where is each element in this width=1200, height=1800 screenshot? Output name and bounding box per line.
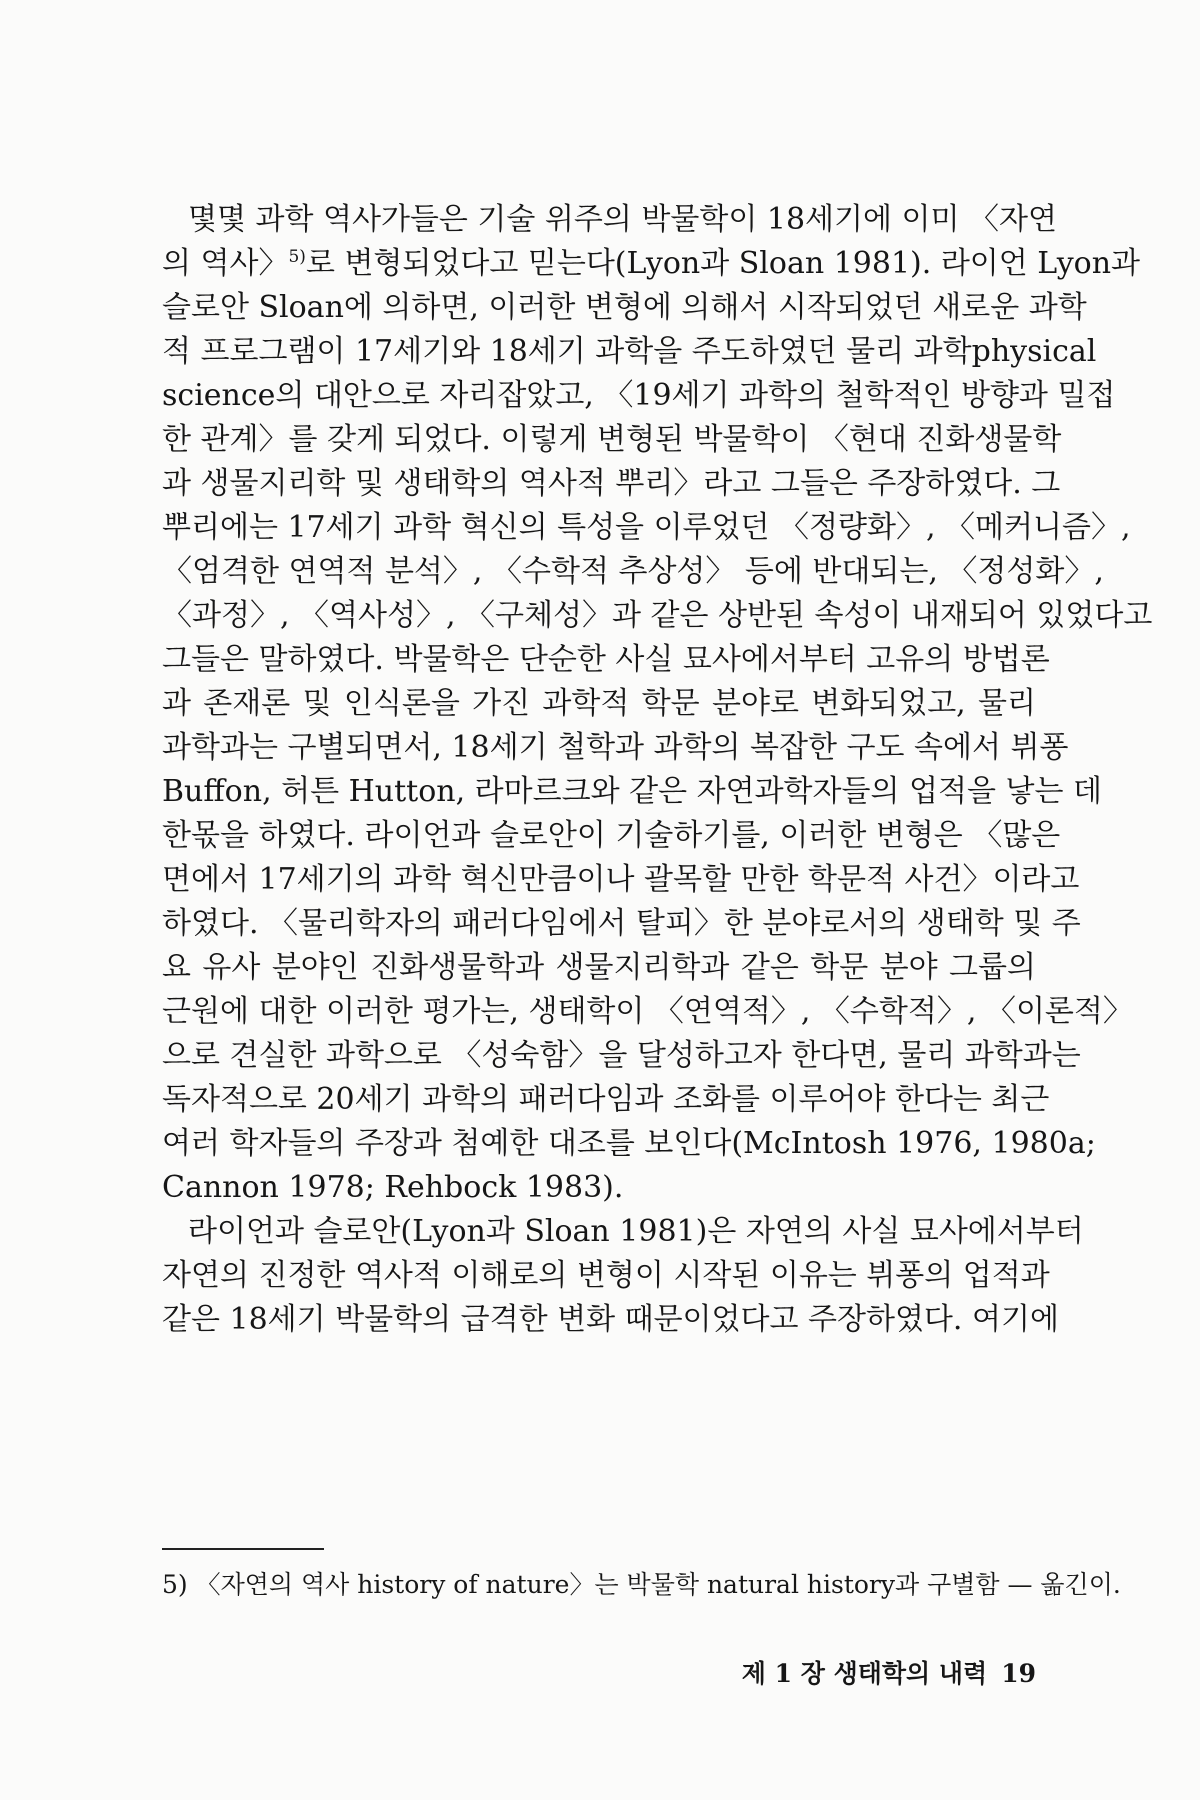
body-line: 그들은 말하였다. 박물학은 단순한 사실 묘사에서부터 고유의 방법론 — [162, 642, 1050, 677]
body-line: 요 유사 분야인 진화생물학과 생물지리학과 같은 학문 분야 그룹의 — [162, 950, 1036, 985]
body-text: 로 변형되었다고 믿는다(Lyon과 Sloan 1981). 라이언 Lyon과 — [305, 246, 1141, 281]
page-number: 19 — [1001, 1659, 1036, 1688]
body-line: 뿌리에는 17세기 과학 혁신의 특성을 이루었던 〈정량화〉, 〈메커니즘〉, — [162, 510, 1131, 545]
body-line: 몇몇 과학 역사가들은 기술 위주의 박물학이 18세기에 이미 〈자연 — [188, 202, 1057, 237]
footnote: 5) 〈자연의 역사 history of nature〉는 박물학 natural history과 구별함 — 옮긴이. — [162, 1570, 1121, 1599]
body-line: 과 생물지리학 및 생태학의 역사적 뿌리〉라고 그들은 주장하였다. 그 — [162, 466, 1061, 501]
body-line: 〈엄격한 연역적 분석〉, 〈수학적 추상성〉 등에 반대되는, 〈정성화〉, — [162, 554, 1104, 589]
body-line: 과 존재론 및 인식론을 가진 과학적 학문 분야로 변화되었고, 물리 — [162, 686, 1036, 721]
footnote-marker: 5) — [288, 247, 306, 267]
body-line: 독자적으로 20세기 과학의 패러다임과 조화를 이루어야 한다는 최근 — [162, 1082, 1050, 1117]
body-line: 근원에 대한 이러한 평가는, 생태학이 〈연역적〉, 〈수학적〉, 〈이론적〉 — [162, 994, 1133, 1029]
body-line: 라이언과 슬로안(Lyon과 Sloan 1981)은 자연의 사실 묘사에서부터 — [188, 1214, 1084, 1249]
body-line — [162, 242, 1141, 286]
chapter-title: 제 1 장 생태학의 내력 — [741, 1659, 988, 1688]
body-line: 여러 학자들의 주장과 첨예한 대조를 보인다(McIntosh 1976, 1980a; — [162, 1126, 1096, 1161]
body-line: 적 프로그램이 17세기와 18세기 과학을 주도하였던 물리 과학physical — [162, 334, 1097, 369]
body-line: 면에서 17세기의 과학 혁신만큼이나 괄목할 만한 학문적 사건〉이라고 — [162, 862, 1080, 897]
body-line: 슬로안 Sloan에 의하면, 이러한 변형에 의해서 시작되었던 새로운 과학 — [162, 290, 1087, 325]
body-line: 한몫을 하였다. 라이언과 슬로안이 기술하기를, 이러한 변형은 〈많은 — [162, 818, 1061, 853]
body-line: 한 관계〉를 갖게 되었다. 이렇게 변형된 박물학이 〈현대 진화생물학 — [162, 422, 1062, 457]
body-line: science의 대안으로 자리잡았고, 〈19세기 과학의 철학적인 방향과 밀접 — [162, 378, 1116, 413]
body-line: 하였다. 〈물리학자의 패러다임에서 탈피〉한 분야로서의 생태학 및 주 — [162, 906, 1081, 941]
body-line: 자연의 진정한 역사적 이해로의 변형이 시작된 이유는 뷔퐁의 업적과 — [162, 1258, 1050, 1293]
body-line: Cannon 1978; Rehbock 1983). — [162, 1170, 624, 1205]
body-line: 같은 18세기 박물학의 급격한 변화 때문이었다고 주장하였다. 여기에 — [162, 1302, 1059, 1337]
running-footer — [742, 1656, 1036, 1692]
body-line: Buffon, 허튼 Hutton, 라마르크와 같은 자연과학자들의 업적을 낳는 데 — [162, 774, 1102, 809]
body-line: 〈과정〉, 〈역사성〉, 〈구체성〉과 같은 상반된 속성이 내재되어 있었다고 — [162, 598, 1153, 633]
body-text: 의 역사〉 — [162, 246, 289, 281]
body-line: 으로 견실한 과학으로 〈성숙함〉을 달성하고자 한다면, 물리 과학과는 — [162, 1038, 1081, 1073]
body-line: 과학과는 구별되면서, 18세기 철학과 과학의 복잡한 구도 속에서 뷔퐁 — [162, 730, 1069, 765]
footnote-rule — [162, 1548, 324, 1550]
